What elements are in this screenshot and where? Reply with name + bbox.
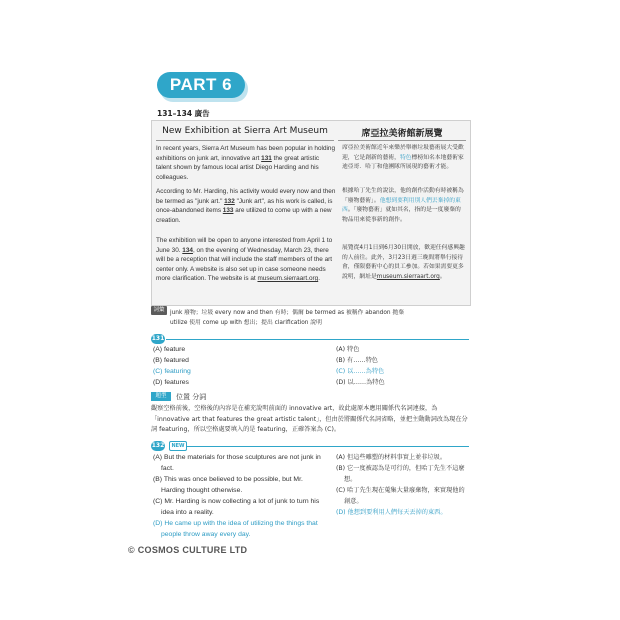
question-type-tag: 題型 xyxy=(151,392,171,401)
q132-option-a-cn: (A) 但這些雕塑的材料事實上並非垃圾。 xyxy=(336,454,447,461)
question-range: 131–134 廣告 xyxy=(157,109,210,118)
q131-option-a[interactable]: (A) feature xyxy=(153,346,186,353)
q131-option-d-cn: (D) 以……為特色 xyxy=(336,379,385,386)
q131-option-b[interactable]: (B) featured xyxy=(153,357,189,364)
q131-option-c-cn: (C) 以……為特色 xyxy=(336,368,385,375)
passage-title-cn: 席亞拉美術館新展覽 xyxy=(361,129,443,139)
passage-paragraph-2-en: According to Mr. Harding, his activity would every now and then be termed as "junk art." 132 "Junk art", as his work is called, is once-abandoned items 133 are utilized to come up with a new creation. xyxy=(156,188,336,224)
title-divider-cn xyxy=(338,140,466,141)
vocab-line-2: utilize 使用 come up with 想出；提出 clarification 說明 xyxy=(170,320,322,326)
blank-131: 131 xyxy=(261,154,272,162)
publisher-watermark: © COSMOS CULTURE LTD xyxy=(128,545,248,555)
q131-options-en xyxy=(153,344,191,388)
website-link[interactable]: museum.sierraart.org xyxy=(257,275,319,283)
blank-133: 133 xyxy=(222,207,234,215)
passage-paragraph-1-en: In recent years, Sierra Art Museum has been popular in holding exhibitions on junk art, innovative art 131 the great artistic talent shown by famous local artist Diego Harding and his colleagues. xyxy=(156,145,336,181)
question-type-text: 位置 分詞 xyxy=(176,393,207,401)
q132-option-b-cn: (B) 它一度被認為是可行的，但哈丁先生不這麼想。 xyxy=(336,465,465,483)
q131-options-cn xyxy=(336,344,385,388)
q131-option-d[interactable]: (D) features xyxy=(153,379,189,386)
vocab-tag: 詞彙 xyxy=(151,306,167,315)
q131-option-a-cn: (A) 特色 xyxy=(336,346,360,353)
passage-paragraph-2-cn: 根據哈丁先生的說法，他的創作活動有時被稱為「廢物藝術」。他想到要利用別人們丟棄掉的東西。「廢物藝術」就如其名，指的是一度廢棄的物品用來從事新的創作。 xyxy=(342,188,464,223)
blank-134: 134 xyxy=(182,246,193,254)
vocab-line-1: junk 廢物；垃圾 every now and then 有時；偶爾 be termed as 被稱作 abandon 拋棄 xyxy=(170,310,405,316)
question-divider-132 xyxy=(187,446,469,447)
passage-paragraph-3-cn: 展覽從4月1日到6月30日開放，歡迎任何感興趣的人前往。此外，3月23日週三晚間將舉行接待會，僅限藝術中心的員工參加。若如果需要更多說明，網址是museum.sierraart.org。 xyxy=(342,245,465,280)
question-number-132: 132 xyxy=(151,442,165,449)
title-divider-en xyxy=(156,140,334,141)
passage-title-en: New Exhibition at Sierra Art Museum xyxy=(162,126,328,136)
q132-options-en xyxy=(153,452,323,540)
q132-options-cn xyxy=(336,452,468,518)
q131-option-c[interactable]: (C) featuring xyxy=(153,368,191,375)
new-badge: NEW xyxy=(169,441,187,451)
question-divider-131 xyxy=(166,339,469,340)
q132-option-c-cn: (C) 哈丁先生現在蒐集大量廢棄物，來實現他的創意。 xyxy=(336,487,465,505)
q132-option-d[interactable]: (D) He came up with the idea of utilizing the things that people throw away every day. xyxy=(153,520,318,538)
blank-132: 132 xyxy=(224,197,235,205)
q132-option-a[interactable]: (A) But the materials for those sculptures are not junk in fact. xyxy=(153,454,321,472)
q132-option-c[interactable]: (C) Mr. Harding is now collecting a lot of junk to turn his idea into a reality. xyxy=(153,498,320,516)
part-label: PART 6 xyxy=(157,72,245,98)
question-number-131: 131 xyxy=(151,335,165,342)
passage-paragraph-3-en: The exhibition will be open to anyone interested from April 1 to June 30. 134, on the evening of Wednesday, March 23, there will be a reception that will include the staff members of the art center only. A website is also set up in case someone needs more clarification. The website is at museum.sierraart.org. xyxy=(156,237,333,283)
passage-paragraph-1-cn: 席亞拉美術館近年來樂於舉辦垃圾藝術展大受歡迎，它是創新的藝術，特色標榜知名本地藝術家迪亞哥．哈丁和他團隊所展現的藝術才能。 xyxy=(342,145,464,171)
q132-option-b[interactable]: (B) This was once believed to be possible, but Mr. Harding thought otherwise. xyxy=(153,476,303,494)
q131-option-b-cn: (B) 有……特色 xyxy=(336,357,378,364)
q131-explanation: 觀察空格前後，空格後的內容是在補充說明前面的 innovative art，故此處原本應用關係代名詞連接，為「innovative art that features the great artistic talent」，但由於將關係代名詞省略，並把主動動詞改為現在分詞 featuring，所以空格處要填入的是 featuring，正確答案為 (C)。 xyxy=(151,405,468,433)
q132-option-d-cn: (D) 他想到要利用人們每天丟掉的東西。 xyxy=(336,509,447,516)
